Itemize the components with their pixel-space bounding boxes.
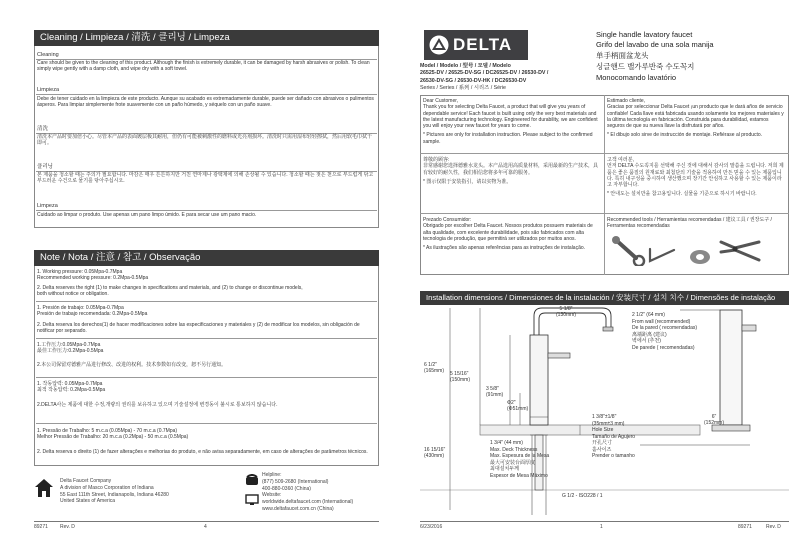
title-cn: 单手柄面盆龙头 [596,51,649,60]
note-es-1: 1. Presión de trabajo: 0.05Mpa-0.7Mpa Presión de trabajo recomendada: 0.2Mpa-0.5Mpa [37,305,148,318]
footer-date: 6/23/2016 [420,524,443,530]
cleaning-es-text: Debe de tener cuidado en la limpieza de este producto. Aunque su acabado es extremadamente durable, puede ser dañado con abrasivos o pulimentos ásperos. Para limpiar simplemente frote suavemente con un paño húmedo, y séquelo con un paño suave. [37,96,374,109]
dim-hole-size: 1 3/8"±1/8" (35mm±3 mm) Hole Size Tamaño de Agujero 开孔尺寸 홀사이즈 Prender o tamanho [592,414,636,459]
pliers-icon [719,236,763,266]
footer-rev: Rev. D [60,524,75,530]
cleaning-cn-text: 清洗本产品时要加倍小心。尽管本产品的表面镀层极其耐用，但仍有可能被刺激性的磨料或光亮剂损坏。清洗时只需用湿布轻轻擦拭，然后用软毛巾拭干即可。 [37,134,373,147]
cleaning-es-title: Limpieza [37,87,60,93]
dim-spout-reach: 5 1/8" (130mm) [556,306,577,319]
footer-code-right: 89271 [738,524,752,530]
house-icon [34,478,54,498]
note-kr-1: 1. 작동압력: 0.05Mpa-0.7Mpa 최적 작동압력: 0.2Mpa-0.5Mpa [37,381,106,394]
note-cn-2: 2.本公司保留对德雅产品进行修改、改进的权利。技术参数如有改变，恕不另行通知。 [37,362,227,368]
note-en-1: 1. Working pressure: 0.05Mpa-0.7Mpa Recommended working pressure: 0.2Mpa-0.5Mpa [37,269,149,282]
website-icon [245,494,259,506]
note-pt-2: 2. Delta reserva o direito (1) de fazer alterações e melhorias do produto, e não avisa separadamente, em caso de alterações de parâmetros técnicos. [37,449,368,455]
install-header: Installation dimensions / Dimensiones de la instalación / 安装尺寸 / 설치 치수 / Dimensões de instalação [420,291,789,305]
cleaning-pt-title: Limpeza [37,203,58,209]
dim-thread: G 1/2 - ISO228 / 1 [562,493,603,499]
note-header: Note / Nota / 注意 / 참고 / Observação [34,250,379,266]
tape-icon [689,248,711,266]
note-en-2: 2. Delta reserves the right (1) to make changes in specifications and materials, and (2) to change or discontinue models, both without notice or obligation. [37,285,303,298]
faucet-diagram [420,305,789,515]
cleaning-en-title: Cleaning [37,52,59,58]
brand-name: DELTA [453,35,513,55]
footer-code: 89271 [34,524,48,530]
footer-page-right: 1 [600,524,603,530]
helpline-info: Helpline: (877) 509-2680 (International) 400-880-0360 (China) [262,472,329,492]
intro-es: Estimado cliente, Gracias por seleccionar Delta Faucet ¡un producto que le dará años de servicio confiable! Cada llave está fabricada usando solamente los mejores materiales y la última tecnología en fabricación. Construida para durabilidad, estamos seguros de que su nueva llave la disfrutará por años. * El dibujo solo sirve de instrucción de montaje. Refiérase al producto. [607,98,784,139]
right-page [404,0,808,560]
intro-kr: 고객 여러분, 먼저 DELTA 수도꼭지를 선택해 주신 것에 대해서 감사의 말씀을 드립니다. 저희 제품은 좋은 품질의 원재료와 최첨단의 기술을 적용하여 만든 믿을 수 있는 제품입니다. 특히 내구성을 중시하여 생산했으며 장기간 안심하고 사용할 수 있는 제품이라고 자부합니다. * 안내도는 설치만을 참고용입니다. 실물을 기준으로 하시기 바랍니다. [607,157,784,198]
model-info: Model / Modelo / 型号 / 모델 / Modelo 26525-DV / 26525-DV-SG / DC26525-DV / 26530-DV / 26530-DV-SG / 26530-DV-HK / DC26530-DV Series / Series / 系列 / 시리즈 / Série [420,63,549,92]
dim-deck-thickness: 1 3/4" (44 mm) Max. Deck Thickness Max. Espesura de la Mesa 最大可安装台面厚度 최대설치두께 Espesor de Mesa Máximo [490,440,550,479]
dim-base-diameter: Φ2" (Φ51mm) [507,400,529,413]
phone-icon [245,474,259,486]
dim-total-height: 16 15/16" (430mm) [424,447,446,460]
intro-pt: Prezado Consumidor: Obrigado por escolher Delta Faucet. Nossos produtos possuem materiais de alta qualidade, com excelente durabilidade, pois são fabricados com alta tecnologia de produção, que permitirá ser utilizados por muitos anos. * As ilustrações são apenas referências para as instruções de instalação. [423,217,593,251]
website-info: Website: worldwide.deltafaucet.com (International) www.deltafaucet.com.cn (China) [262,492,354,512]
title-en: Single handle lavatory faucet [596,30,693,39]
title-kr: 싱글핸드 밸가루반죽 수도꼭지 [596,62,695,71]
tools-label: Recommended tools / Herramientas recomendadas / 建议工具 / 권장도구 / Ferramentas recomendadas [607,217,772,230]
note-pt-1: 1. Pressão de Trabalho: 5 m.c.a (0.05Mpa) - 70 m.c.a (0.7Mpa) Melhor Pressão de Trabalho: 20 m.c.a (0.2Mpa) - 50 m.c.a (0.5Mpa) [37,428,189,441]
cleaning-en-text: Care should be given to the cleaning of this product. Although the finish is extremely durable, it can be damaged by harsh abrasives or polish. To clean simply wipe gently with a damp cloth, and wipe dry with a soft towel. [37,60,370,73]
intro-cn: 尊敬的顾客: 非常感谢您选择德雅水龙头。本产品选用高质量材料，采用最新的生产技术，具有较好的耐久性，我们相信您将多年可靠的服务。 * 图示仅限于安装指引，请以实物为准。 [423,157,599,185]
dim-side-depth: 6" (152mm) [704,414,725,427]
cleaning-kr-text: 본 제품을 청소할 때는 주의가 필요합니다. 마감은 매우 튼튼하지만 거친 연마제나 광택제에 의해 손상될 수 있습니다. 청소할 때는 젖은 천으로 부드럽게 닦고 부드러운 수건으로 물기를 닦아주십시오. [37,172,374,185]
intro-en: Dear Customer, Thank you for selecting Delta Faucet, a product that will give you years of dependable service! Each faucet is built using only the very best materials and the latest manufacturing technology. Engineered for durability, we are confident you will enjoy your new faucet for years to come. * Pictures are only for installation instruction. Please subject to the confirmed sample. [423,98,598,145]
cleaning-pt-text: Cuidado ao limpar o produto. Use apenas um pano limpo úmido. E para secar use um pano macio. [37,212,257,218]
note-kr-2: 2.DELTA사는 제품에 대한 수정,개량의 권리를 보유하고 있으며 기술설정에 변경동이 불시로 통보하지 않습니다. [37,402,278,408]
wrench-icon [612,236,646,266]
cleaning-cn-title: 清洗 [37,126,49,132]
footer-rev-right: Rev. D [766,524,781,530]
dim-from-wall: 2 1/2" (64 mm) From wall (recommended) De la pared ( recomendadas) 离墙距离 (建议) 벽에서 (추천) De parede ( recomendadas) [632,312,698,351]
title-pt: Monocomando lavatório [596,73,677,82]
delta-logo [424,30,528,60]
cleaning-header: Cleaning / Limpieza / 清洗 / 클리닝 / Limpeza [34,30,379,46]
company-info: Delta Faucet Company A division of Masco Corporation of Indiana 55 East 111th Street, Indianapolis, Indiana 46280 United States of America [60,478,169,505]
title-es: Grifo del lavabo de una sola manija [596,40,714,49]
cleaning-kr-title: 클리닝 [37,164,53,170]
dim-overall-height: 6 1/2" (165mm) [424,362,445,375]
dim-handle-height: 3 5/8" (91mm) [486,386,504,399]
delta-triangle-icon [429,35,449,55]
note-cn-1: 1.工作压力:0.05Mpa-0.7Mpa 最佳工作压力:0.2Mpa-0.5Mpa [37,342,104,355]
footer-page: 4 [204,524,207,530]
hex-key-icon [648,246,676,264]
dim-spout-height: 5 15/16" (150mm) [450,371,471,384]
note-es-2: 2. Delta reserva los derechos(1) de hacer modificaciones sobre las especificaciones y materiales y (2) de modificar los modelos, sin obligación de notificar por separado. [37,322,360,335]
